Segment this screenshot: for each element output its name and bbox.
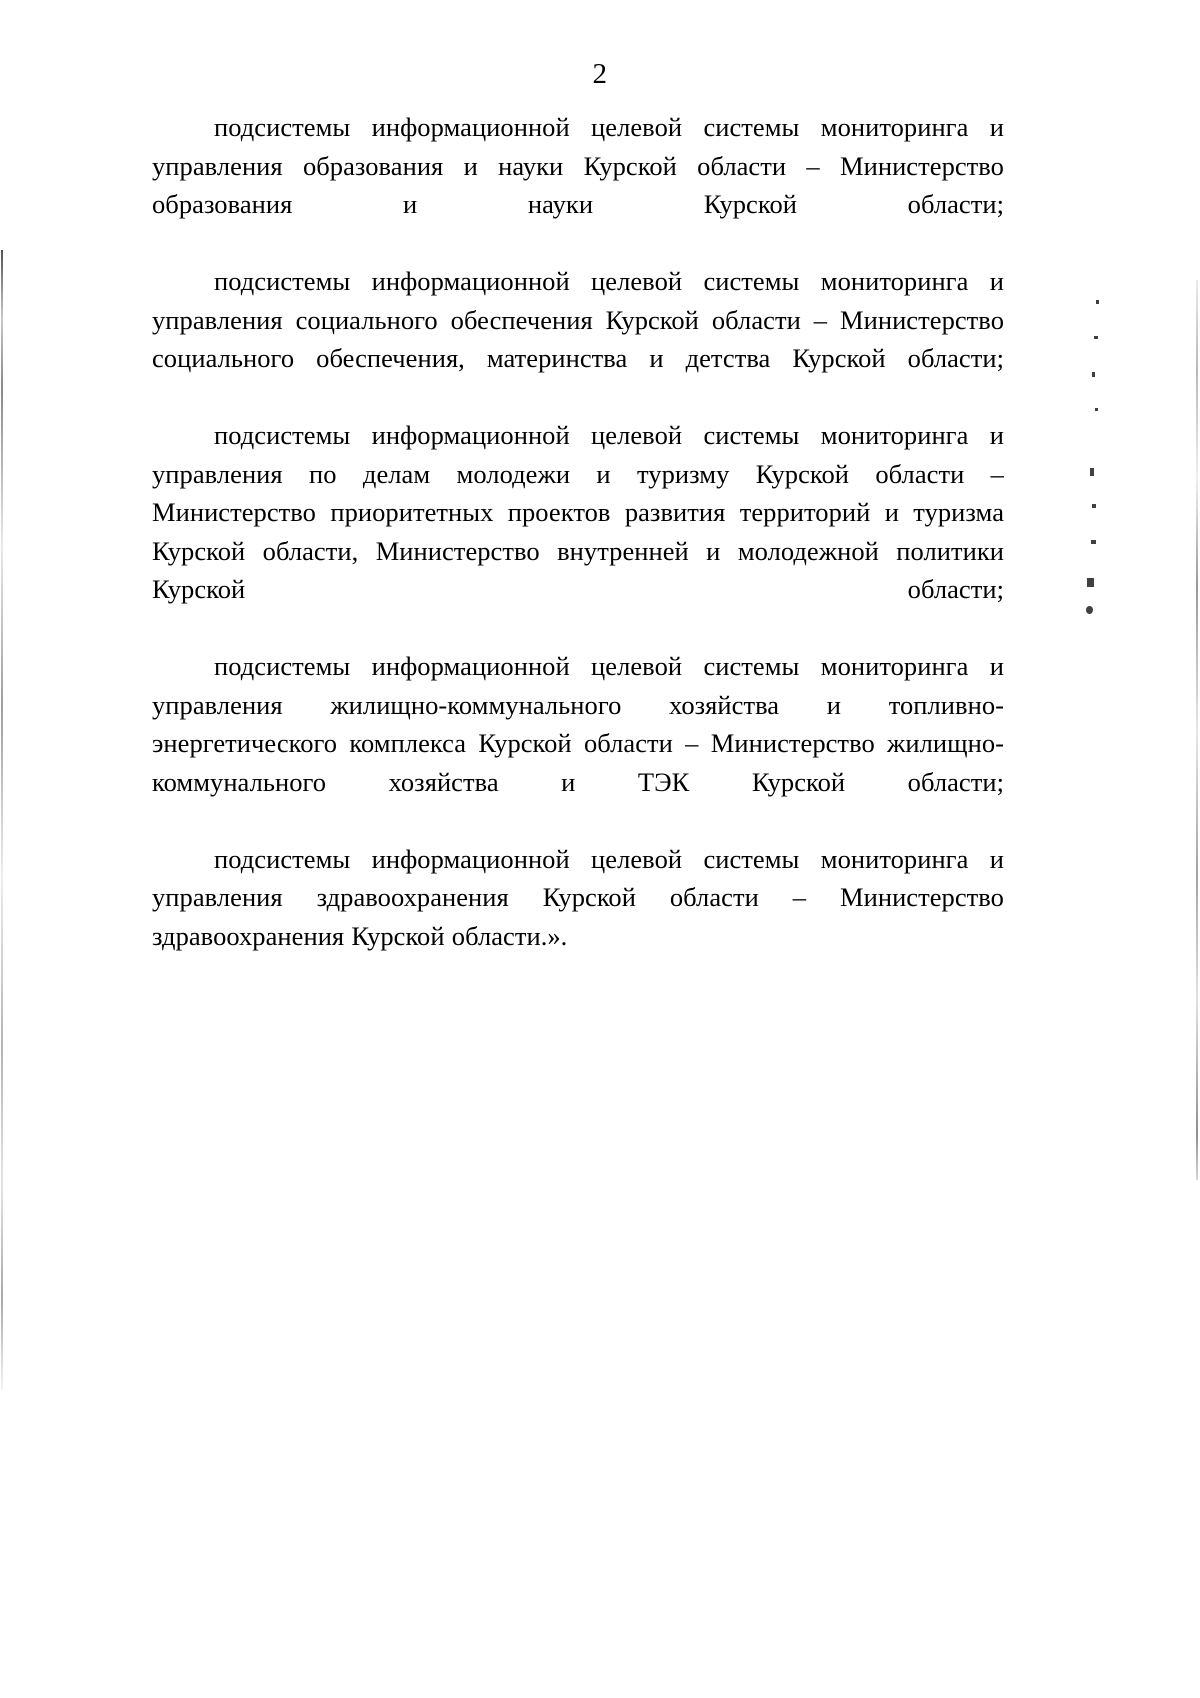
scan-speck <box>1086 606 1093 614</box>
paragraph-social-security: подсистемы информационной целевой системы мониторинга и управления социального обеспечения Курской области – Министерство социального обеспечения, материнства и детства Курской области; <box>152 266 1004 373</box>
scan-speck <box>1092 372 1095 377</box>
scan-speck <box>1091 540 1096 544</box>
scan-speck <box>1090 468 1094 476</box>
scan-speck <box>1087 578 1094 587</box>
paragraph-education: подсистемы информационной целевой системы мониторинга и управления образования и науки Курской области – Министерство образования и науки Курской области; <box>152 112 1004 219</box>
scan-speck <box>1092 504 1096 508</box>
scan-edge-artifact-left <box>1 250 3 1390</box>
page-number: 2 <box>592 58 608 90</box>
paragraph-youth-tourism: подсистемы информационной целевой системы мониторинга и управления по делам молодежи и туризму Курской области – Министерство приоритетных проектов развития территорий и туризма Курской области, Министерство внутренней и молодежной политики Курской области; <box>152 420 1004 604</box>
scan-speck <box>1096 300 1099 304</box>
paragraph-housing-energy: подсистемы информационной целевой системы мониторинга и управления жилищно-коммунального хозяйства и топливно-энергетического комплекса Курской области – Министерство жилищно-коммунального хозяйства и ТЭК Курской области; <box>152 651 1004 797</box>
scan-edge-artifact-right <box>1196 280 1198 1180</box>
document-body <box>152 108 1004 955</box>
scan-speck <box>1095 408 1098 411</box>
scan-speck <box>1094 336 1098 339</box>
paragraph-healthcare: подсистемы информационной целевой системы мониторинга и управления здравоохранения Курской области – Министерство здравоохранения Курской области.». <box>152 843 1004 951</box>
